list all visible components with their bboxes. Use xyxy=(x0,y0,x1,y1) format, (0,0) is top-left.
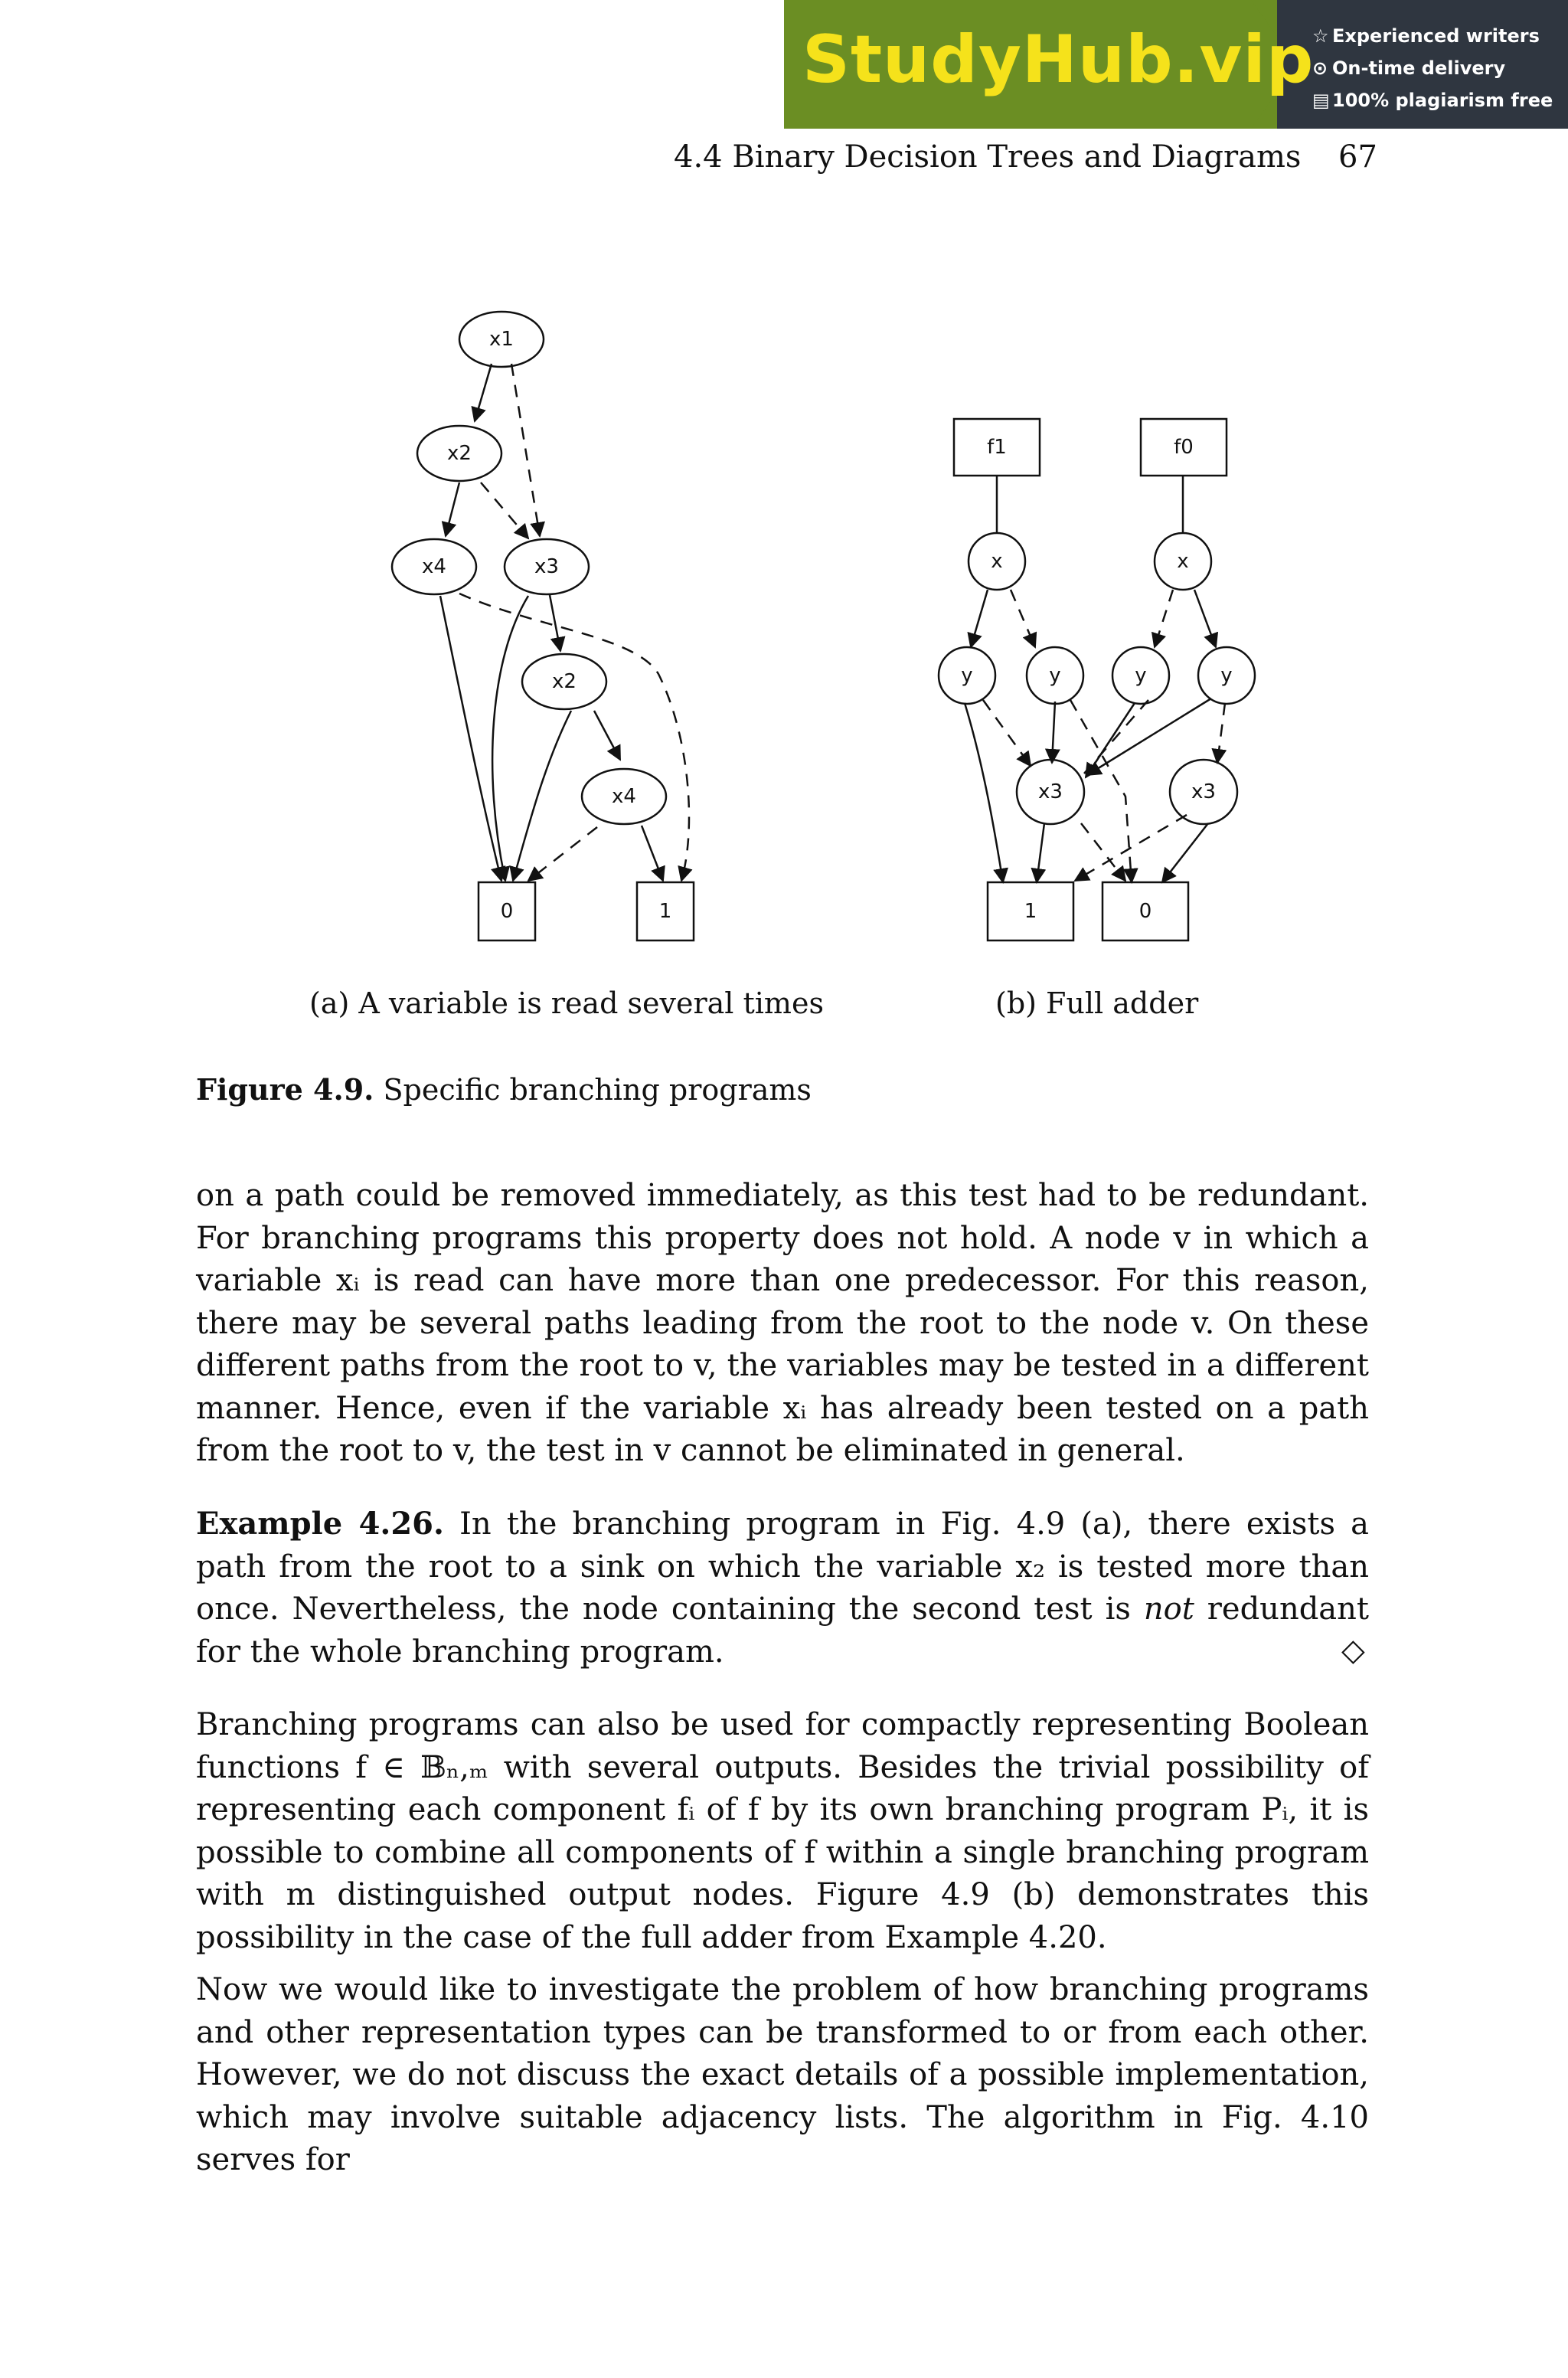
label-sink-1-left: 1 xyxy=(658,900,672,923)
paragraph-4: Now we would like to investigate the problem of how branching programs and other representation types can be transformed to or from each other. However, we do not discuss the exact details of a possible implementation, which may involve suitable adjacency lists. The algorithm in Fig. 4.10 serves for xyxy=(196,1972,1369,2177)
edge-x3a-1 xyxy=(1037,823,1044,882)
label-x2-second: x2 xyxy=(552,670,577,693)
subcaption-a: (a) A variable is read several times xyxy=(309,986,824,1020)
label-x3-left: x3 xyxy=(1038,780,1063,803)
label-x4-second: x4 xyxy=(612,785,636,808)
emphasis-not: not xyxy=(1143,1591,1194,1627)
figure-caption xyxy=(196,1072,812,1107)
document-icon: ▤ xyxy=(1312,90,1330,111)
label-x3: x3 xyxy=(534,555,559,578)
label-y-1: y xyxy=(961,664,973,687)
clock-icon: ⊙ xyxy=(1312,57,1328,79)
edge-yd-x3b xyxy=(1217,703,1225,763)
label-sink-0-right: 0 xyxy=(1138,900,1152,923)
edge-yb-x3a xyxy=(1052,702,1055,763)
edge-x2-x3 xyxy=(481,482,528,538)
edge-x2b-x4b xyxy=(594,711,620,760)
subcaption-b: (b) Full adder xyxy=(995,986,1199,1020)
paragraph-3: Branching programs can also be used for compactly representing Boolean functions f ∈ 𝔹ₙ,ₘ with several outputs. Besides the trivial possibility of representing each component fᵢ of f by its own branching program Pᵢ, it is possible to combine all components of f within a single branching program with m distinguished output nodes. Figure 4.9 (b) demonstrates this possibility in the case of the full adder from Example 4.20. xyxy=(196,1707,1369,1955)
edge-x2-x4 xyxy=(446,482,459,536)
page-number: 67 xyxy=(1338,139,1377,175)
label-sink-1-right: 1 xyxy=(1024,900,1037,923)
label-x2: x2 xyxy=(447,442,472,465)
figure-caption-text: Specific branching programs xyxy=(383,1073,812,1107)
studyhub-logo[interactable]: StudyHub.vip xyxy=(802,21,1315,98)
star-icon: ☆ xyxy=(1312,25,1329,47)
running-title: 4.4 Binary Decision Trees and Diagrams xyxy=(674,139,1302,175)
edge-xb-yd xyxy=(1194,590,1216,647)
edge-yc-x3a-dash xyxy=(1084,700,1148,774)
example-4-26: Example 4.26. In the branching program in Fig. 4.9 (a), there exists a path from the root to a sink on which the variable x₂ is tested more than once. Nevertheless, the node containing the second test is not redundant for the whole branching program. xyxy=(196,1506,1370,1670)
label-f0: f0 xyxy=(1174,436,1194,459)
figure-4-9 xyxy=(0,0,1568,1072)
label-x4: x4 xyxy=(422,555,446,578)
label-f1: f1 xyxy=(987,436,1007,459)
edge-ya-x3a xyxy=(983,700,1031,766)
label-y-4: y xyxy=(1220,664,1233,687)
edge-xa-yb xyxy=(1011,590,1035,647)
edge-x4b-0 xyxy=(528,827,597,881)
edge-x3b-0 xyxy=(1162,823,1208,882)
edge-x4b-1 xyxy=(642,826,663,881)
label-x3-right: x3 xyxy=(1191,780,1216,803)
label-sink-0-left: 0 xyxy=(500,900,514,923)
edge-xa-ya xyxy=(971,590,988,647)
label-y-2: y xyxy=(1049,664,1061,687)
banner-feature: ▤ 100% plagiarism free xyxy=(1312,84,1553,116)
figure-caption-label: Figure 4.9. xyxy=(196,1072,374,1107)
label-y-3: y xyxy=(1135,664,1147,687)
edge-x3-x2b xyxy=(550,595,560,651)
banner-feature: ⊙ On-time delivery xyxy=(1312,52,1553,84)
edge-yb-0 xyxy=(1070,700,1132,882)
label-x1: x1 xyxy=(489,328,514,351)
edge-yd-x3a xyxy=(1087,698,1211,775)
edge-x3-0-outer xyxy=(492,596,528,881)
edge-ya-1 xyxy=(965,703,1003,882)
edge-xb-yc xyxy=(1155,590,1173,647)
qed-diamond: ◇ xyxy=(1341,1633,1365,1668)
edge-x1-x2 xyxy=(475,364,492,421)
edge-x1-x3 xyxy=(511,364,540,536)
paragraph-1: on a path could be removed immediately, as this test had to be redundant. For branching programs this property does not hold. A node v in which a variable xᵢ is read can have more than one predecessor. For this reason, there may be several paths leading from the root to the node v. On these different paths from the root to v, the variables may be tested in a different manner. Hence, even if the variable xᵢ has already been tested on a path from the root to v, the test in v cannot be eliminated in general. xyxy=(196,1178,1369,1468)
banner-feature: ☆ Experienced writers xyxy=(1312,20,1553,52)
label-x-left: x xyxy=(991,550,1003,573)
example-label: Example 4.26. xyxy=(196,1506,444,1542)
label-x-right: x xyxy=(1177,550,1189,573)
